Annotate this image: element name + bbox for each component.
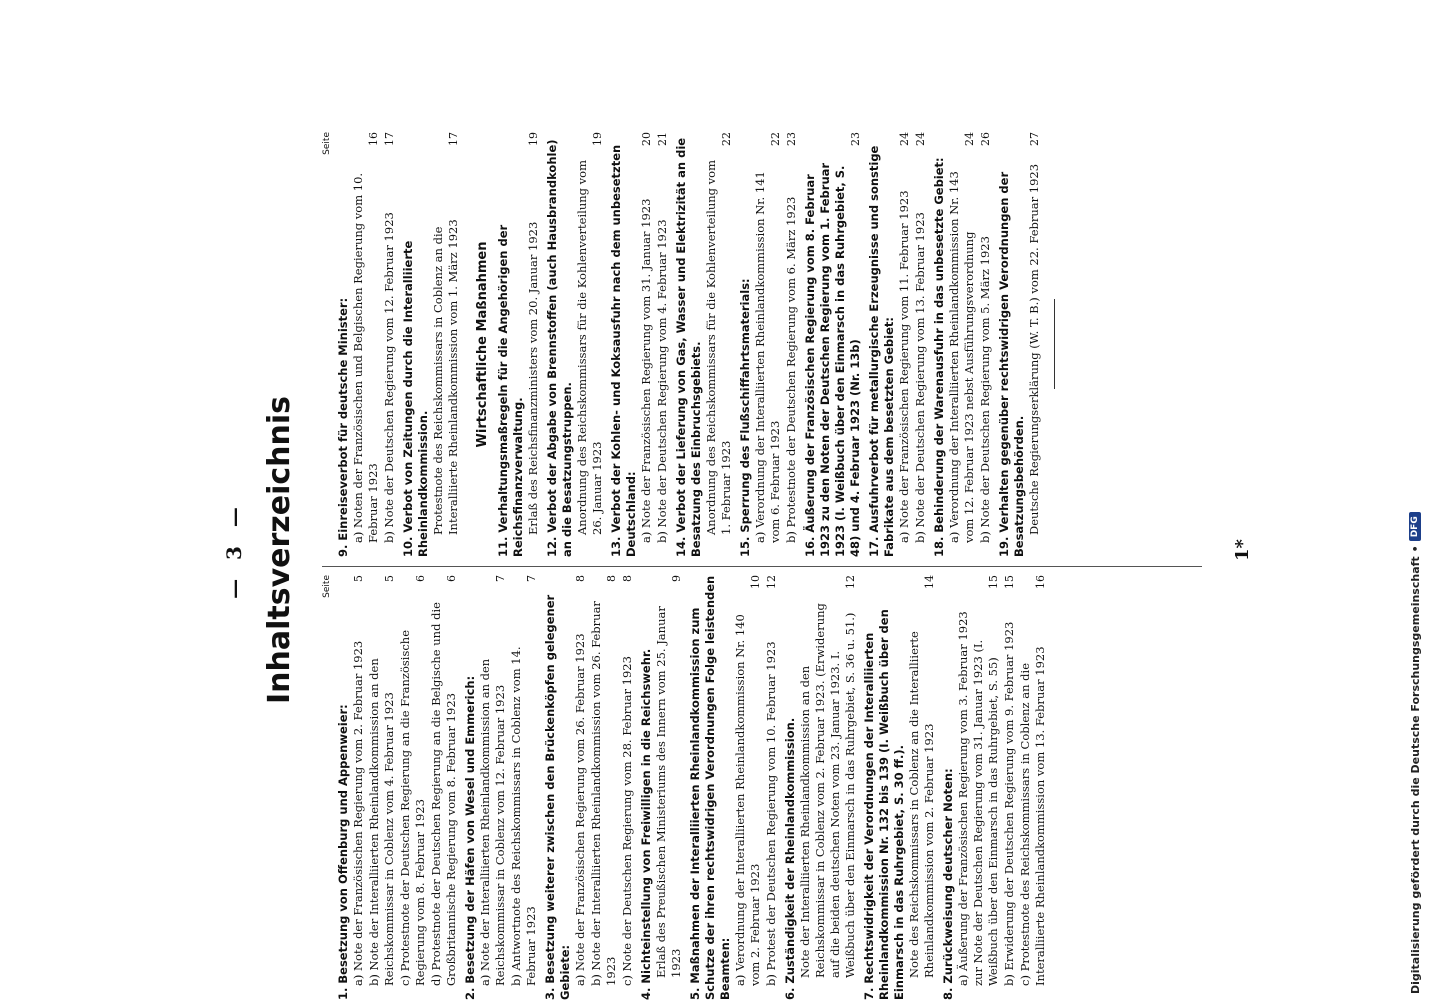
entry-text: b) Note der Interalliierten Rheinlandkommission vom 26. Februar 1923 (589, 601, 618, 986)
entry-text: a) Verordnung der Interalliierten Rheinlandkommission Nr. 141 vom 6. Februar 1923 (753, 171, 782, 543)
toc-entry (1002, 575, 1017, 1000)
scanned-page (222, 100, 1372, 1000)
end-rule (1054, 300, 1055, 390)
toc-entry (1027, 132, 1042, 557)
entry-text: a) Note der Französischen Regierung vom 26. Februar 1923 (573, 633, 587, 986)
toc-entry (733, 575, 763, 1000)
toc-entry (382, 132, 397, 557)
section-heading: 12. Verbot der Abgabe von Brennstoffen (auch Hausbrandkohle) an die Besatzungstruppen. (545, 139, 574, 557)
section-heading: 15. Sperrung des Flußschiffahrtsmaterials: (738, 278, 752, 557)
page-ref: 16 (367, 132, 380, 146)
page-ref: 23 (849, 132, 862, 146)
page-ref: 27 (1028, 132, 1041, 146)
toc-entry (803, 132, 863, 557)
toc-section (401, 132, 461, 557)
page-ref: 10 (749, 575, 762, 589)
toc-entry (398, 575, 428, 1000)
page-ref: 5 (383, 575, 396, 582)
page-ref: 14 (923, 575, 936, 589)
toc-section (609, 132, 670, 557)
toc-entry (351, 575, 366, 1000)
toc-section (932, 132, 993, 557)
entry-text: Erlaß des Reichsfinanzministers vom 20. Januar 1923 (526, 221, 540, 535)
section-heading: 8. Zurückweisung deutscher Noten: (941, 768, 955, 1000)
toc-entry (367, 575, 397, 1000)
toc-entry (655, 132, 670, 557)
page-ref: 7 (494, 575, 507, 582)
section-heading: 6. Zuständigkeit der Rheinlandkommission. (783, 717, 797, 1000)
toc-section (336, 132, 397, 557)
page-ref: 9 (670, 575, 683, 582)
entry-text: Deutsche Regierungserklärung (W. T. B.) vom 22. Februar 1923 (1027, 163, 1041, 535)
entry-text: b) Erwiderung der Deutschen Regierung vom 9. Februar 1923 (1002, 621, 1016, 986)
page-ref: 12 (844, 575, 857, 589)
toc-entry (573, 575, 588, 1000)
toc-section (867, 132, 928, 557)
toc-section (941, 575, 1048, 1000)
page-ref: 8 (574, 575, 587, 582)
page-column-header: Seite (322, 132, 332, 155)
page-ref: 15 (1003, 575, 1016, 589)
entry-text: b) Note der Deutschen Regierung vom 13. Februar 1923 (913, 212, 927, 543)
toc-entry (654, 575, 684, 1000)
dfg-logo: DFG (1409, 512, 1421, 541)
entry-text: a) Note der Französischen Regierung vom 2. Februar 1923 (351, 640, 365, 986)
toc-section (639, 575, 684, 1000)
toc-section (783, 575, 858, 1000)
section-heading: 5. Maßnahmen der Interalliierten Rheinlandkommission zum Schutze der ihren rechtswidrigen Verordnungen Folge leistenden Beamten: (688, 575, 732, 1000)
column-divider (322, 566, 1202, 567)
entry-text: Note des Reichskommissars in Coblenz an die Interalliierte Rheinlandkommission vom 2. Februar 1923 (907, 631, 936, 978)
entry-text: b) Note der Deutschen Regierung vom 12. Februar 1923 (382, 212, 396, 543)
page-number: — 3 — (222, 501, 246, 599)
toc-section (803, 132, 863, 557)
entry-text: a) Verordnung der Interalliierten Rheinlandkommission Nr. 143 vom 12. Februar 1923 nebst Ausführungsverordnung (947, 171, 976, 543)
entry-text: d) Protestnote der Deutschen Regierung an die Belgische und die Großbritannische Regierung vom 8. Februar 1923 (429, 602, 458, 986)
toc-entry (526, 132, 541, 557)
page-ref: 5 (352, 575, 365, 582)
entry-text: a) Äußerung der Französischen Regierung vom 3. Februar 1923 zur Note der Deutschen Regierung vom 31. Januar 1923 (I. Weißbuch über den Einmarsch in das Ruhrgebiet, S. 55) (956, 611, 1000, 986)
entry-text: a) Note der Französischen Regierung vom 11. Februar 1923 (897, 190, 911, 543)
toc-entry (704, 132, 734, 557)
entry-text: b) Note der Interalliierten Rheinlandkommission an den Reichskommissar in Coblenz vom 4. Februar 1923 (367, 658, 396, 986)
toc-entry (907, 575, 937, 1000)
section-heading: 3. Besetzung weiterer zwischen den Brückenköpfen gelegener Gebiete: (543, 594, 572, 1000)
section-heading: 19. Verhalten gegenüber rechtswidrigen Verordnungen der Besatzungsbehörden. (997, 171, 1026, 557)
entry-text: b) Note der Deutschen Regierung vom 4. Februar 1923 (655, 219, 669, 543)
entry-text: b) Note der Deutschen Regierung vom 5. März 1923 (978, 236, 992, 543)
toc-entry (589, 575, 619, 1000)
section-heading: 1. Besetzung von Offenburg und Appenweier: (336, 704, 350, 1000)
page-ref: 8 (605, 575, 618, 582)
toc-entry (753, 132, 783, 557)
toc-entry (639, 132, 654, 557)
toc-section (674, 132, 734, 557)
entry-text: Erlaß des Preußischen Ministeriums des Innern vom 25. Januar 1923 (654, 606, 683, 978)
toc-section (862, 575, 937, 1000)
page-ref: 20 (640, 132, 653, 146)
toc-entry (1018, 575, 1048, 1000)
page-ref: 24 (898, 132, 911, 146)
entry-text: a) Noten der Französischen und Belgischen Regierung vom 10. Februar 1923 (351, 172, 380, 543)
page-column-header: Seite (322, 575, 332, 598)
page-ref: 22 (720, 132, 733, 146)
digitization-note-text: Digitalisierung gefördert durch die Deutsche Forschungsgemeinschaft (1408, 556, 1422, 994)
toc-section (496, 132, 541, 557)
page-ref: 16 (1034, 575, 1047, 589)
page-ref: 26 (979, 132, 992, 146)
entry-text: Note der Interalliierten Rheinlandkommission an den Reichskommissar in Coblenz vom 2. Februar 1923. (Erwiderung auf die beiden deutschen Noten vom 23. Januar 1923. I. Weißbuch über den Einmarsch in das Ruhrgebiet, S. 36 u. 51.) (798, 603, 857, 978)
toc-entry (431, 132, 461, 557)
toc-section (543, 575, 635, 1000)
page-footer-mark: 1* (1232, 539, 1253, 561)
page-ref: 21 (656, 132, 669, 146)
section-heading: 18. Behinderung der Warenausfuhr in das unbesetzte Gebiet: (932, 157, 946, 557)
toc-entry (429, 575, 459, 1000)
section-heading: 4. Nichteinstellung von Freiwilligen in die Reichswehr. (639, 648, 653, 1000)
section-heading: 9. Einreiseverbot für deutsche Minister: (336, 297, 350, 557)
toc-entry (784, 132, 799, 557)
page-ref: 6 (445, 575, 458, 582)
toc-entry (978, 132, 993, 557)
entry-text: c) Protestnote der Deutschen Regierung an die Französische Regierung vom 8. Februar 1923 (398, 629, 427, 986)
toc-entry (575, 132, 605, 557)
toc-entry (764, 575, 779, 1000)
toc-section (997, 132, 1042, 557)
page-ref: 24 (914, 132, 927, 146)
toc-entry (956, 575, 1001, 1000)
toc-section (688, 575, 779, 1000)
page-ref: 8 (621, 575, 634, 582)
entry-text: a) Note der Interalliierten Rheinlandkommission an den Reichskommissar in Coblenz vom 12. Februar 1923 (478, 658, 507, 986)
entry-text: c) Note der Deutschen Regierung vom 28. Februar 1923 (620, 656, 634, 986)
section-heading: 11. Verhaltungsmaßregeln für die Angehörigen der Reichsfinanzverwaltung. (496, 224, 525, 557)
toc-entry (798, 575, 858, 1000)
toc-section (545, 132, 605, 557)
page-ref: 17 (447, 132, 460, 146)
digitization-note: Digitalisierung gefördert durch die Deutsche Forschungsgemeinschaft • DFG (1404, 14, 1426, 994)
entry-text: c) Protestnote des Reichskommissars in Coblenz an die Interalliierte Rheinlandkommission vom 13. Februar 1923 (1018, 646, 1047, 986)
page-ref: 19 (527, 132, 540, 146)
toc-column-left (322, 575, 1202, 1000)
page-title: Inhaltsverzeichnis (262, 395, 297, 705)
section-heading: 17. Ausfuhrverbot für metallurgische Erzeugnisse und sonstige Fabrikate aus dem besetzten Gebiet: (867, 145, 896, 557)
toc-entry (947, 132, 977, 557)
entry-text: Protestnote des Reichskommissars in Coblenz an die Interalliierte Rheinlandkommission vom 1. März 1923 (431, 219, 460, 535)
entry-text: Anordnung des Reichskommissars für die Kohlenverteilung vom 1. Februar 1923 (704, 160, 733, 535)
entry-text: Anordnung des Reichskommissars für die Kohlenverteilung vom 26. Januar 1923 (575, 160, 604, 535)
page-ref: 23 (785, 132, 798, 146)
page-ref: 19 (591, 132, 604, 146)
entry-text: b) Antwortnote des Reichskommissars in Coblenz vom 14. Februar 1923 (509, 646, 538, 986)
section-heading: 10. Verbot von Zeitungen durch die Interalliierte Rheinlandkommission. (401, 240, 430, 557)
entry-text: a) Verordnung der Interalliierten Rheinlandkommission Nr. 140 vom 2. Februar 1923 (733, 614, 762, 986)
section-heading: 13. Verbot der Kohlen- und Koksausfuhr nach dem unbesetzten Deutschland: (609, 144, 638, 557)
entry-text: b) Protestnote der Deutschen Regierung vom 6. März 1923 (784, 196, 798, 543)
page-ref: 22 (769, 132, 782, 146)
toc-entry (478, 575, 508, 1000)
page-ref: 17 (383, 132, 396, 146)
toc-section (336, 575, 459, 1000)
page-ref: 12 (765, 575, 778, 589)
toc-entry (913, 132, 928, 557)
toc-column-right (322, 132, 1202, 557)
section-heading: 2. Besetzung der Häfen von Wesel und Emmerich: (463, 675, 477, 1000)
toc-entry (620, 575, 635, 1000)
section-heading: 16. Äußerung der Französischen Regierung vom 8. Februar 1923 zu den Noten der Deutschen Regierung vom 1. Februar 1923 (I. Weißbuch über den Einmarsch in das Ruhrgebiet, S. 48) und 4. Februar 1923 (Nr. 13b) (803, 162, 862, 557)
toc-entry (897, 132, 912, 557)
section-subheading: Wirtschaftliche Maßnahmen (475, 241, 490, 448)
section-heading: 7. Rechtswidrigkeit der Verordnungen der Interalliierten Rheinlandkommission Nr. 132 bis 139 (I. Weißbuch über den Einmarsch in das Ruhrgebiet, S. 30 ff.). (862, 609, 906, 1000)
toc-entry (509, 575, 539, 1000)
toc-section (738, 132, 799, 557)
entry-text: b) Protest der Deutschen Regierung vom 10. Februar 1923 (764, 641, 778, 986)
toc-section (463, 575, 539, 1000)
page-ref: 15 (987, 575, 1000, 589)
page-ref: 7 (525, 575, 538, 582)
page-ref: 24 (963, 132, 976, 146)
entry-text: a) Note der Französischen Regierung vom 31. Januar 1923 (639, 198, 653, 543)
section-heading: 14. Verbot der Lieferung von Gas, Wasser und Elektrizität an die Besatzung des Einbruchsgebiets. (674, 137, 703, 557)
page-ref: 6 (414, 575, 427, 582)
toc-entry (351, 132, 381, 557)
